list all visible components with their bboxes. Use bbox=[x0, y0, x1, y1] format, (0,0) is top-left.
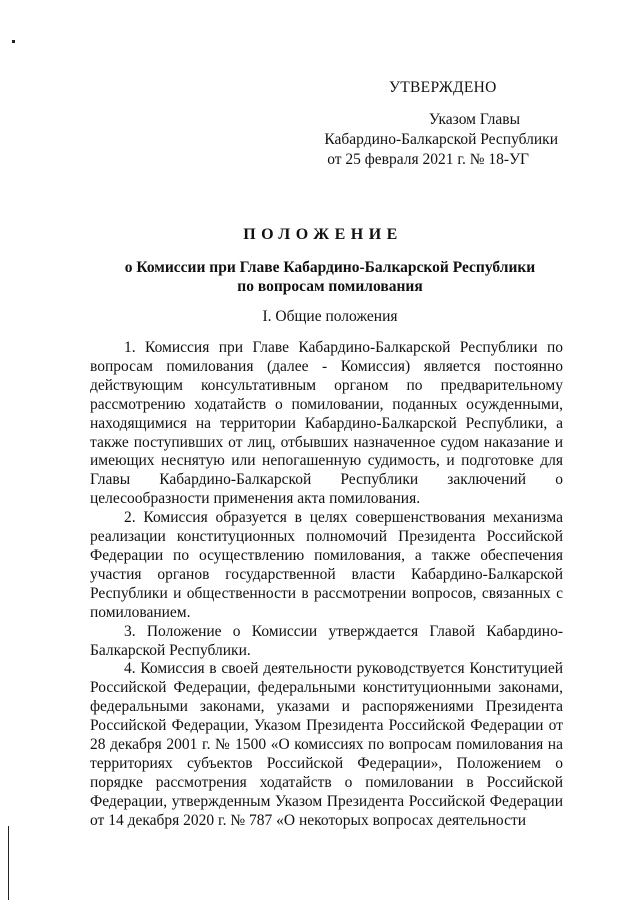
document-title: ПОЛОЖЕНИЕ bbox=[243, 226, 403, 243]
paragraph-2: 2. Комиссия образуется в целях совершенствования механизма реализации конституционных полномочий Президента Российской Федерации по осуществлению помилования, а также обеспечения участия органов государственной власти Кабардино-Балкарской Республики и общественности в рассмотрении вопросов, связанных с помилованием. bbox=[90, 509, 563, 621]
approval-line-republic: Кабардино-Балкарской Республики bbox=[324, 131, 558, 148]
subtitle-line-2: по вопросам помилования bbox=[237, 278, 423, 295]
paragraph-3: 3. Положение о Комиссии утверждается Главой Кабардино-Балкарской Республики. bbox=[90, 622, 563, 659]
scan-edge-line bbox=[8, 826, 9, 900]
section-heading: I. Общие положения bbox=[262, 308, 398, 325]
document-body bbox=[90, 339, 563, 831]
approval-line-date: от 25 февраля 2021 г. № 18-УГ bbox=[327, 151, 529, 168]
paragraph-4: 4. Комиссия в своей деятельности руководствуется Конституцией Российской Федерации, федеральными конституционными законами, федеральными законами, указами и распоряжениями Президента Российской Федерации, Указом Президента Российской Федерации от 28 декабря 2001 г. № 1500 «О комиссиях по вопросам помилования на территориях субъектов Российской Федерации», Положением о порядке рассмотрения ходатайств о помиловании в Российской Федерации, утвержденным Указом Президента Российской Федерации от 14 декабря 2020 г. № 787 «О некоторых вопросах деятельности bbox=[90, 660, 563, 829]
approved-label: УТВЕРЖДЕНО bbox=[389, 79, 497, 96]
scan-dot bbox=[12, 40, 15, 43]
approval-line-decree: Указом Главы bbox=[428, 111, 520, 128]
paragraph-1: 1. Комиссия при Главе Кабардино-Балкарской Республики по вопросам помилования (далее - Комиссия) является постоянно действующим консультативным органом по предварительному рассмотрению ходатайств о помиловании, поданных осужденными, находящимися на территории Кабардино-Балкарской Республики, а также поступивших от лиц, отбывших назначенное судом наказание и имеющих неснятую или непогашенную судимость, и подготовке для Главы Кабардино-Балкарской Республики заключений о целесообразности применения акта помилования. bbox=[90, 339, 563, 508]
document-subtitle bbox=[80, 258, 580, 296]
subtitle-line-1: о Комиссии при Главе Кабардино-Балкарской Республики bbox=[124, 259, 536, 276]
